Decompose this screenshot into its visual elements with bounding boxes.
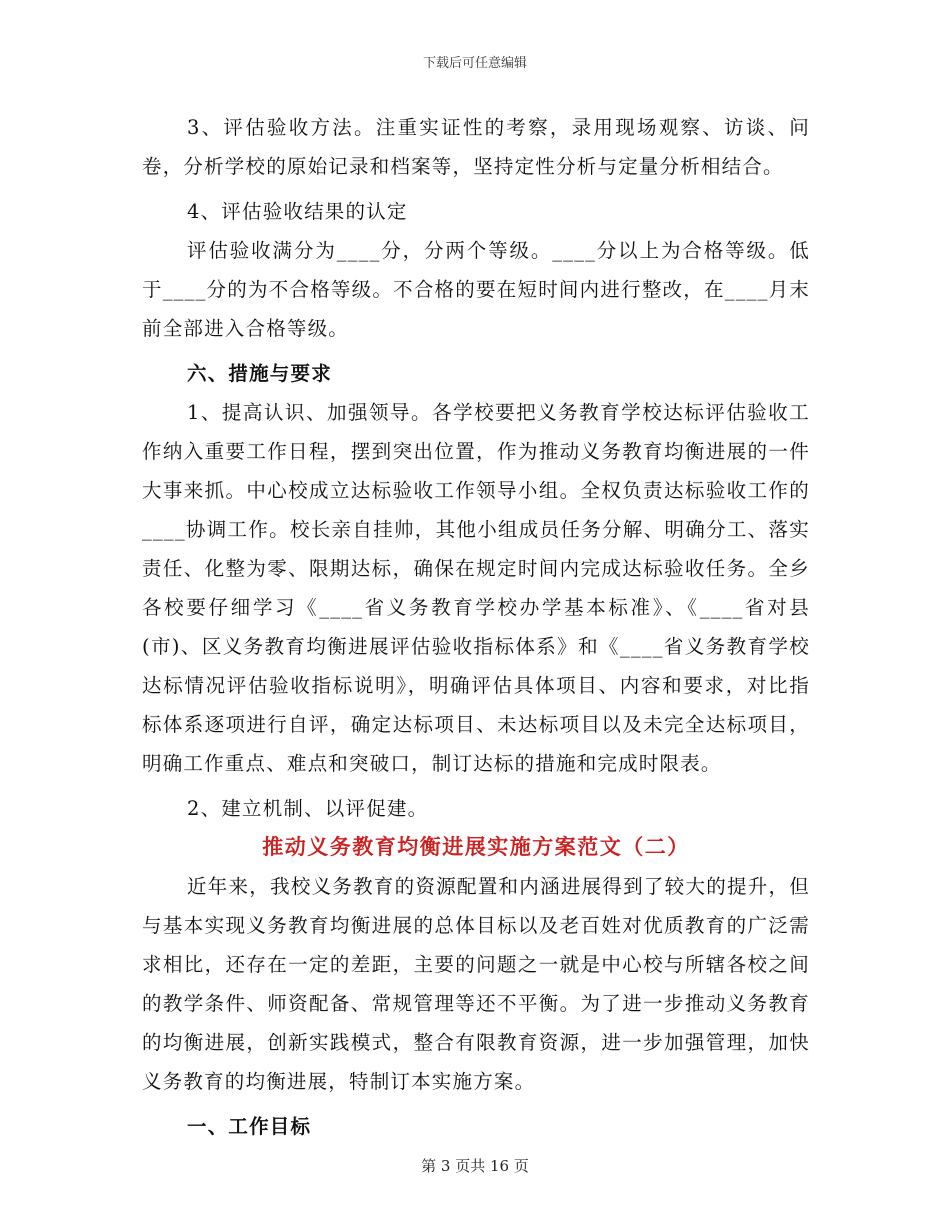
paragraph-leadership: 1、提高认识、加强领导。各学校要把义务教育学校达标评估验收工作纳入重要工作日程，摆到突出位置，作为推动义务教育均衡进展的一件大事来抓。中心校成立达标验收工作领导小组。全权负责达标验收工作的____协调工作。校长亲自挂帅，其他小组成员任务分解、明确分工、落实责任、化整为零、限期达标，确保在规定时间内完成达标验收任务。全乡各校要仔细学习《____省义务教育学校办学基本标准》、《____省对县(市)、区义务教育均衡进展评估验收指标体系》和《____省义务教育学校达标情况评估验收指标说明》，明确评估具体项目、内容和要求，对比指标体系逐项进行自评，确定达标项目、未达标项目以及未完全达标项目，明确工作重点、难点和突破口，制订达标的措施和完成时限表。 (142, 401, 810, 775)
section-heading-measures: 六、措施与要求 (187, 362, 332, 385)
paragraph-result-heading: 4、评估验收结果的认定 (187, 200, 408, 223)
paragraph-intro: 近年来，我校义务教育的资源配置和内涵进展得到了较大的提升，但与基本实现义务教育均衡进展的总体目标以及老百姓对优质教育的广泛需求相比，还存在一定的差距，主要的问题之一就是中心校与所辖各校之间的教学条件、师资配备、常规管理等还不平衡。为了进一步推动义务教育的均衡进展，创新实践模式，整合有限教育资源，进一步加强管理，加快义务教育的均衡进展，特制订本实施方案。 (142, 875, 810, 1093)
paragraph-evaluation-method: 3、评估验收方法。注重实证性的考察，录用现场观察、访谈、问卷，分析学校的原始记录和档案等，坚持定性分析与定量分析相结合。 (142, 116, 810, 178)
document-title: 推动义务教育均衡进展实施方案范文（二） (262, 835, 690, 859)
paragraph-mechanism: 2、建立机制、以评促建。 (187, 797, 429, 820)
page-header: 下载后可任意编辑 (422, 56, 527, 71)
section-heading-goals: 一、工作目标 (187, 1115, 312, 1138)
page-footer: 第 3 页共 16 页 (421, 1157, 529, 1175)
paragraph-score-rules: 评估验收满分为____分，分两个等级。____分以上为合格等级。低于____分的为不合格等级。不合格的要在短时间内进行整改，在____月末前全部进入合格等级。 (142, 239, 810, 340)
document-body (142, 108, 810, 1146)
